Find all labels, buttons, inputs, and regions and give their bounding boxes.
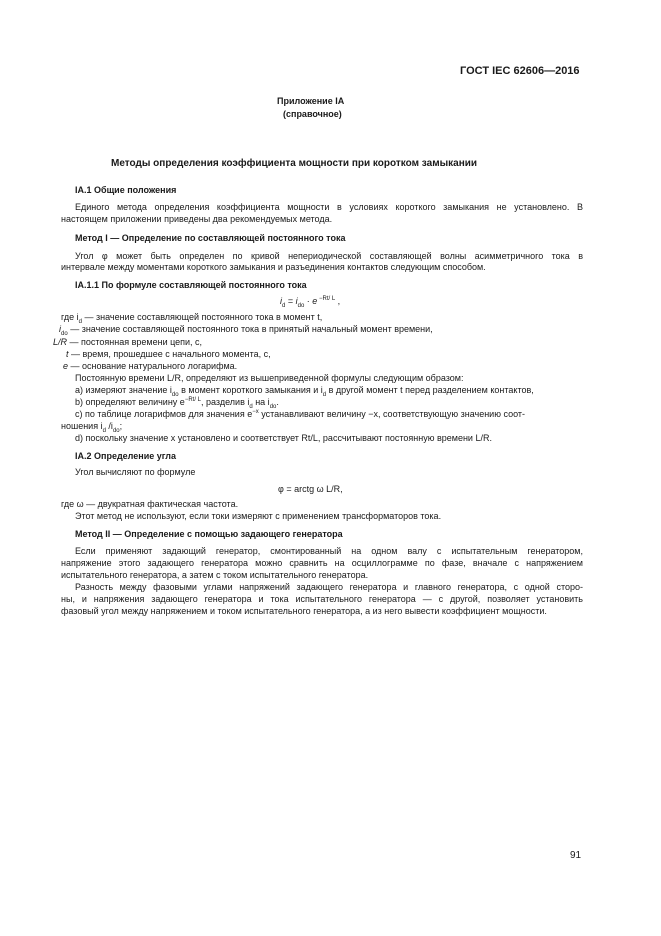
omega-definition: где ω — двукратная фактическая частота. [61,499,239,509]
time-constant-intro: Постоянную времени L/R, определяют из вышеприведенной формулы следующим образом: [75,373,464,383]
method2-p1-line1: Если применяют задающий генератор, смонтированный на одном валу с испытательным генератором, [75,546,583,556]
document-id: ГОСТ IEC 62606—2016 [460,65,580,77]
section-ia11-heading: IA.1.1 По формуле составляющей постоянного тока [75,280,307,290]
method2-heading: Метод II — Определение с помощью задающего генератора [75,529,343,539]
step-a: a) измеряют значение $i_{do}$ в момент короткого замыкания и $i_d$ в другой момент t перед разделением контактов, [75,385,534,398]
where-line-t: t — время, прошедшее с начального момента, с, [66,349,271,359]
annex-title: Приложение IA [277,96,345,106]
step-b: b) определяют величину $e^{-Rt/ L}$, разделив $i_d$ на $i_{do}$. [75,397,279,410]
method2-p2-line3: фазовый угол между напряжением и током испытательного генератора, а из него вывести коэффициент мощности. [61,606,547,616]
ia2-formula-intro: Угол вычисляют по формуле [75,467,196,477]
step-d: d) поскольку значение x установлено и соответствует Rt/L, рассчитывают постоянную времени L/R. [75,433,492,443]
where-line-ido: $i_{do}$ — значение составляющей постоянного тока в принятый начальный момент времени, [59,324,433,337]
section-ia1-heading: IA.1 Общие положения [75,185,177,195]
where-line-lr: L/R — постоянная времени цепи, с, [53,337,203,347]
step-c: c) по таблице логарифмов для значения $e^{-x}$ устанавливают величину −x, соответствующую значению соот- [75,409,525,419]
method1-paragraph-line2: интервале между моментами короткого замыкания и разъединения контактов следующим способом. [61,262,486,272]
main-title: Методы определения коэффициента мощности при коротком замыкании [111,158,478,169]
method2-p1-line3: испытательного генератора, а затем с током испытательного генератора. [61,570,369,580]
dc-component-formula: $i_d = i_{do} \cdot e$ $^{-Rt/ L}$ , [280,296,341,309]
ia1-paragraph-line1: Единого метода определения коэффициента мощности в условиях короткого замыкания не установлено. В [75,202,583,212]
method2-p1-line2: напряжение этого задающего генератора можно сравнить на осциллограмме по фазе, вначале с напряжением [61,558,583,568]
method2-p2-line2: ны, и напряжения задающего генератора и тока испытательного генератора — с другой, позволяет установить [61,594,583,604]
ia1-paragraph-line2: настоящем приложении приведены два рекомендуемых метода. [61,214,333,224]
method1-paragraph-line1: Угол φ может быть определен по кривой непериодической составляющей волны асимметричного тока в [75,251,583,261]
ia2-note: Этот метод не используют, если токи измеряют с применением трансформаторов тока. [75,511,442,521]
method2-p2-line1: Разность между фазовыми углами напряжений задающего генератора и главного генератора, с одной сторо- [75,582,583,592]
section-ia2-heading: IA.2 Определение угла [75,451,176,461]
where-line-e: e — основание натурального логарифма. [63,361,238,371]
annex-subtitle: (справочное) [283,109,342,119]
where-line-id: где $i_d$ — значение составляющей постоянного тока в момент t, [61,312,323,325]
step-c-continued: ношения $i_d$ $/i_{do}$; [61,421,123,434]
phase-angle-formula: φ = arctg ω L/R, [278,484,343,494]
method1-heading: Метод I — Определение по составляющей постоянного тока [75,233,346,243]
page-number: 91 [570,850,582,861]
